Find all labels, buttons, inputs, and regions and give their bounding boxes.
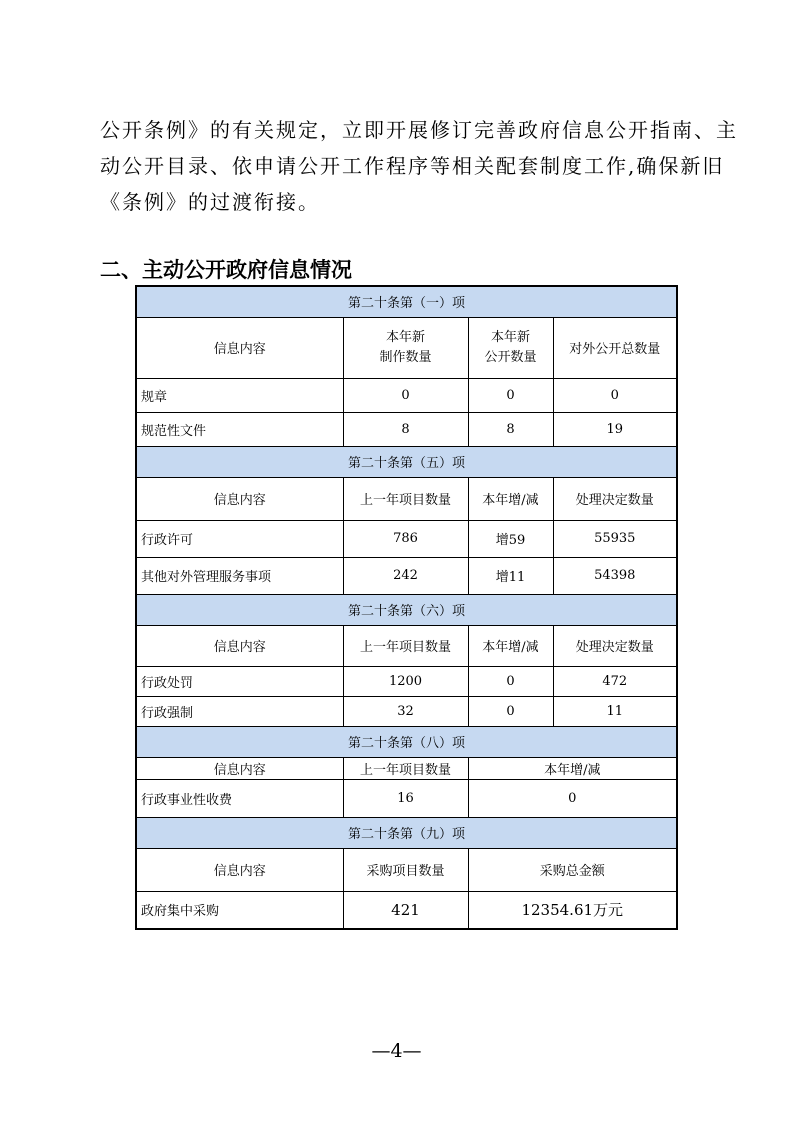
table-cell: 0 [468, 666, 553, 696]
row-label: 行政强制 [136, 696, 343, 726]
table-cell: 增11 [468, 557, 553, 594]
page-number: —4— [371, 1040, 422, 1062]
table-cell: 0 [468, 779, 677, 817]
table-cell: 0 [468, 696, 553, 726]
table-cell: 19 [553, 412, 677, 446]
section-title: 第二十条第（一）项 [136, 286, 677, 317]
row-label: 行政事业性收费 [136, 779, 343, 817]
table-cell: 55935 [553, 520, 677, 557]
row-label: 规范性文件 [136, 412, 343, 446]
header-row [136, 477, 677, 520]
header-row [136, 317, 677, 378]
table-cell: 472 [553, 666, 677, 696]
section-title-row [136, 446, 677, 477]
table-cell: 54398 [553, 557, 677, 594]
header-cell: 本年新 公开数量 [468, 317, 553, 378]
header-row [136, 625, 677, 666]
header-cell: 本年增/减 [468, 757, 677, 779]
table-row [136, 696, 677, 726]
intro-line: 公开条例》的有关规定，立即开展修订完善政府信息公开指南、主 [100, 118, 738, 142]
table-row [136, 378, 677, 412]
intro-line: 《条例》的过渡衔接。 [100, 190, 320, 214]
header-cell: 信息内容 [136, 848, 343, 891]
table-row [136, 666, 677, 696]
section-title: 第二十条第（八）项 [136, 726, 677, 757]
row-label: 规章 [136, 378, 343, 412]
table-cell: 0 [343, 378, 468, 412]
row-label: 政府集中采购 [136, 891, 343, 929]
section-title-row [136, 726, 677, 757]
intro-line: 动公开目录、依申请公开工作程序等相关配套制度工作,确保新旧 [100, 154, 725, 178]
header-row [136, 757, 677, 779]
header-row [136, 848, 677, 891]
header-cell: 上一年项目数量 [343, 625, 468, 666]
info-disclosure-table [135, 285, 678, 930]
table-cell: 786 [343, 520, 468, 557]
table-row [136, 520, 677, 557]
header-cell: 对外公开总数量 [553, 317, 677, 378]
table-cell: 421 [343, 891, 468, 929]
section-title: 第二十条第（九）项 [136, 817, 677, 848]
header-cell: 上一年项目数量 [343, 757, 468, 779]
header-cell: 信息内容 [136, 625, 343, 666]
header-cell: 采购项目数量 [343, 848, 468, 891]
header-cell: 本年新 制作数量 [343, 317, 468, 378]
row-label: 行政许可 [136, 520, 343, 557]
header-cell: 上一年项目数量 [343, 477, 468, 520]
table-cell: 8 [468, 412, 553, 446]
intro-paragraph [100, 112, 738, 220]
table-row [136, 557, 677, 594]
row-label: 行政处罚 [136, 666, 343, 696]
table-cell: 8 [343, 412, 468, 446]
table-cell: 12354.61万元 [468, 891, 677, 929]
section-title-row [136, 817, 677, 848]
header-cell: 处理决定数量 [553, 477, 677, 520]
section-heading: 二、主动公开政府信息情况 [100, 258, 352, 282]
header-cell: 采购总金额 [468, 848, 677, 891]
section-title: 第二十条第（五）项 [136, 446, 677, 477]
table-cell: 0 [553, 378, 677, 412]
section-title-row [136, 286, 677, 317]
row-label: 其他对外管理服务事项 [136, 557, 343, 594]
section-title: 第二十条第（六）项 [136, 594, 677, 625]
header-cell: 信息内容 [136, 477, 343, 520]
table-cell: 242 [343, 557, 468, 594]
table-row [136, 412, 677, 446]
table-cell: 1200 [343, 666, 468, 696]
table-cell: 16 [343, 779, 468, 817]
header-cell: 处理决定数量 [553, 625, 677, 666]
table-cell: 0 [468, 378, 553, 412]
header-cell: 信息内容 [136, 757, 343, 779]
section-title-row [136, 594, 677, 625]
header-cell: 信息内容 [136, 317, 343, 378]
table-cell: 11 [553, 696, 677, 726]
table-cell: 增59 [468, 520, 553, 557]
header-cell: 本年增/减 [468, 477, 553, 520]
table-row [136, 779, 677, 817]
table-cell: 32 [343, 696, 468, 726]
table-row [136, 891, 677, 929]
header-cell: 本年增/减 [468, 625, 553, 666]
